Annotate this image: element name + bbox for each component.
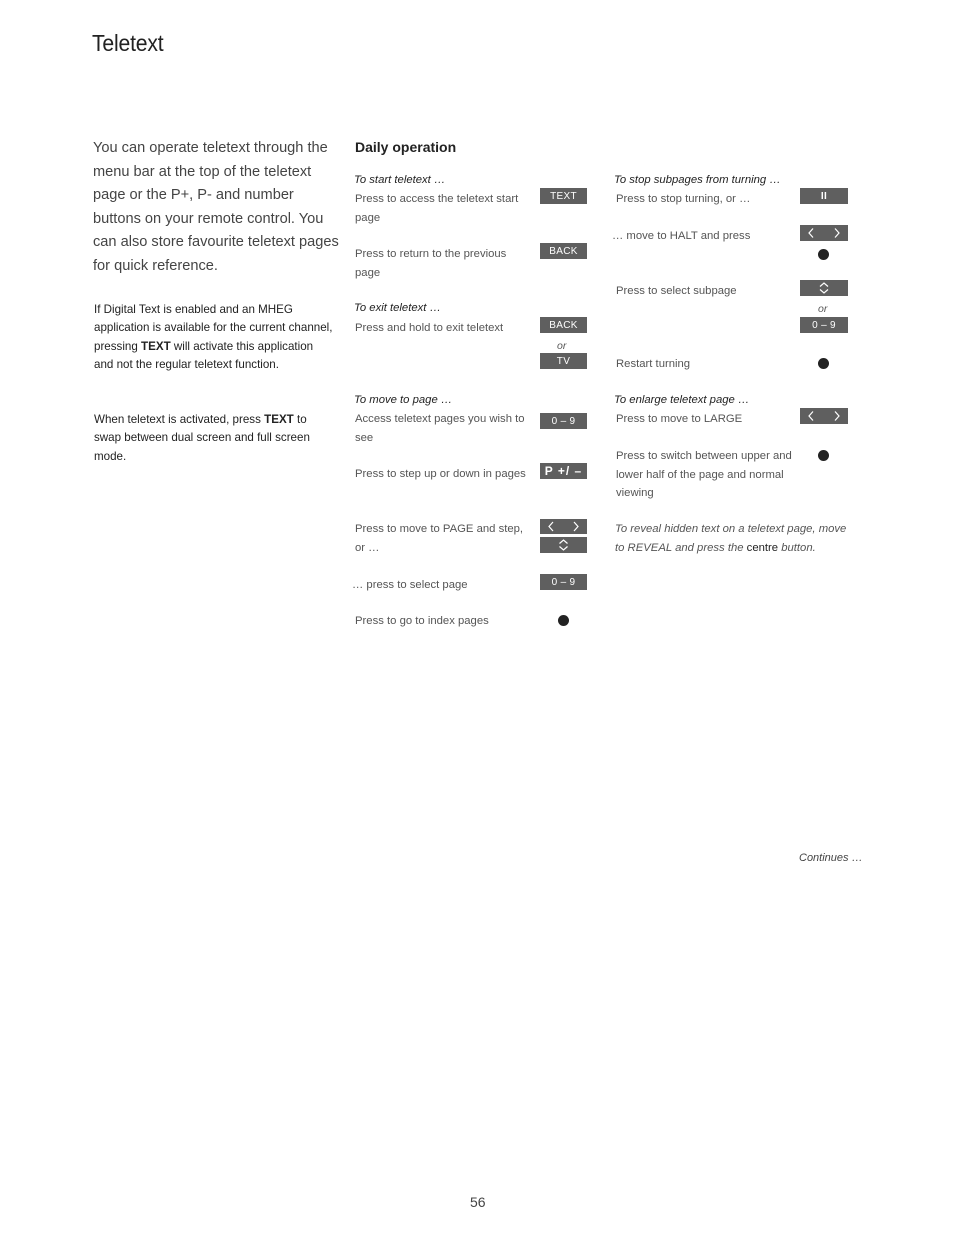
stop-subpages-subheading: To stop subpages from turning … [614, 174, 781, 186]
stop-turning-text: Press to stop turning, or … [616, 193, 751, 205]
centre-button-icon [818, 358, 829, 369]
swap-note-text-1: When teletext is activated, press [94, 413, 265, 426]
pause-key: II [800, 188, 848, 204]
exit-teletext-subheading: To exit teletext … [354, 302, 441, 314]
return-previous-text: Press to return to the previous page [355, 248, 507, 279]
reveal-text-1: To reveal hidden text on a teletext page, move to REVEAL and press the [615, 523, 847, 554]
access-pages-text: Access teletext pages you wish to see [355, 413, 525, 444]
mheg-note-text-1: If Digital Text is enabled and an MHEG application is available for the current channel, pressing [94, 303, 333, 353]
up-down-arrows-icon [540, 537, 587, 553]
continues-label: Continues … [799, 852, 863, 864]
swap-note-key: TEXT [264, 413, 294, 426]
exit-teletext-text: Press and hold to exit teletext [355, 322, 504, 334]
intro-paragraph: You can operate teletext through the menu bar at the top of the teletext page or the P+, P- and number buttons on your remote control. You can also store favourite teletext pages for quick reference. [93, 140, 339, 274]
mheg-note-key: TEXT [141, 339, 171, 353]
centre-button-icon [558, 615, 569, 626]
up-down-arrows-icon [800, 280, 848, 296]
reveal-hidden-text [615, 520, 850, 557]
tv-key: TV [540, 353, 587, 369]
swap-note-text-2: to swap between dual screen and full screen mode. [94, 413, 310, 463]
select-page-text: … press to select page [352, 579, 468, 591]
left-right-arrows-icon [540, 519, 587, 534]
centre-button-icon [818, 249, 829, 260]
halt-text: … move to HALT and press [612, 230, 751, 242]
reveal-centre-key: centre [746, 541, 779, 554]
centre-button-icon [818, 450, 829, 461]
reveal-text-2: button. [778, 541, 816, 554]
swap-note [94, 411, 334, 466]
select-subpage-text: Press to select subpage [616, 285, 737, 297]
daily-operation-heading: Daily operation [355, 139, 457, 155]
step-pages-text: Press to step up or down in pages [355, 468, 526, 480]
back-hold-key: BACK [540, 317, 587, 333]
move-page-subheading: To move to page … [354, 394, 453, 406]
enlarge-page-subheading: To enlarge teletext page … [614, 394, 750, 406]
p-plus-minus-key: P +/ – [540, 463, 587, 479]
number-keys-select: 0 – 9 [540, 574, 587, 590]
page-number: 56 [470, 1194, 486, 1210]
back-key: BACK [540, 243, 587, 259]
index-pages-text: Press to go to index pages [355, 615, 489, 627]
page-title: Teletext [92, 30, 164, 56]
number-keys-subpage: 0 – 9 [800, 317, 848, 333]
number-keys: 0 – 9 [540, 413, 587, 429]
move-large-text: Press to move to LARGE [616, 413, 743, 425]
mheg-note [94, 301, 334, 374]
move-to-page-text: Press to move to PAGE and step, or … [355, 523, 524, 554]
left-right-arrows-icon [800, 225, 848, 241]
exit-or-label: or [557, 340, 567, 352]
start-teletext-subheading: To start teletext … [354, 174, 446, 186]
text-key: TEXT [540, 188, 587, 204]
start-teletext-text: Press to access the teletext start page [355, 193, 519, 224]
switch-half-text: Press to switch between upper and lower half of the page and normal viewing [616, 450, 792, 499]
left-right-arrows-icon [800, 408, 848, 424]
restart-turning-text: Restart turning [616, 358, 691, 370]
mheg-note-text-2: will activate this application and not the regular teletext function. [94, 339, 314, 371]
subpage-or-label: or [818, 303, 828, 315]
